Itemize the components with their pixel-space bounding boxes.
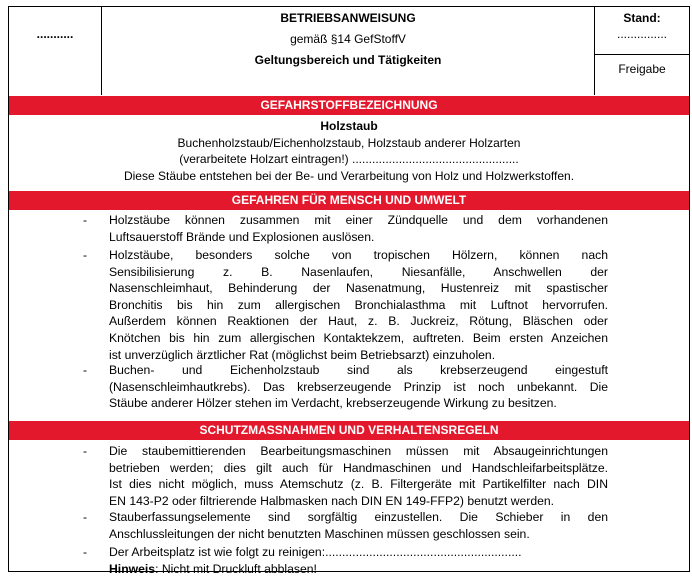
text-line: Buchen- und Eichenholzstaub sind als krebserzeugend eingestuft: [109, 363, 608, 377]
list-item-text: [109, 362, 608, 412]
hint-text: : Nicht mit Druckluft abblasen!: [155, 561, 317, 576]
text-line: Knötchen bis hin zum allergischen Kontaktekzem, auftreten. Beim ersten Anzeichen: [109, 330, 608, 345]
text-line: Luftsauerstoff Brände und Explosionen auslösen.: [109, 229, 375, 244]
substance-name: Holzstaub: [320, 119, 378, 133]
list-dash: -: [83, 545, 88, 559]
substance-line-3: Diese Stäube entstehen bei der Be- und Verarbeitung von Holz und Holzwerkstoffen.: [123, 168, 575, 183]
list-item-text: [109, 247, 608, 363]
list-dash: -: [83, 363, 88, 377]
hint-label: Hinweis: [109, 561, 156, 576]
text-line: Die staubemittierenden Bearbeitungsmaschinen müssen mit Absaugeinrichtungen: [109, 444, 608, 458]
list-dash: -: [83, 444, 88, 458]
text-line: Sensibilisierung z. B. Nasenlaufen, Niesanfälle, Anschwellen der: [109, 264, 608, 279]
company-placeholder: ...........: [36, 27, 74, 41]
section-heading-hazardous-substance: GEFAHRSTOFFBEZEICHNUNG: [9, 96, 689, 115]
text-line: Bronchitis bis hin zum allergischen Bronchialasthma mit Luftnot hervorrufen.: [109, 297, 608, 312]
status-label: Stand:: [623, 11, 661, 25]
substance-description: [9, 118, 689, 184]
list-item-text: [109, 509, 608, 542]
text-line: Ist dies nicht möglich, muss Atemschutz (z. B. Filtergeräte mit Partikelfilter nach DIN: [109, 477, 608, 492]
document-title: BETRIEBSANWEISUNG: [280, 11, 416, 25]
header-title-cell: [102, 7, 595, 95]
header-status-cell: [595, 7, 689, 95]
text-line: betrieben werden; dies gilt auch für Handmaschinen und Handschleifarbeitsplätze.: [109, 460, 608, 475]
status-divider: [595, 54, 689, 55]
text-line: Stauberfassungselemente sind sorgfältig einzustellen. Die Schieber in den: [109, 510, 608, 524]
list-item-text: [109, 443, 608, 509]
substance-line-1: Buchenholzstaub/Eichenholzstaub, Holzstaub anderer Holzarten: [177, 135, 521, 150]
text-line: Anschlussleitungen der nicht benutzten Maschinen müssen geschlossen sein.: [109, 526, 530, 541]
text-line: EN 143-P2 oder filtrierende Halbmasken nach DIN EN 149-FFP2) benutzt werden.: [109, 493, 555, 508]
section-heading-hazards: GEFAHREN FÜR MENSCH UND UMWELT: [9, 191, 689, 210]
status-value: ...............: [616, 27, 667, 41]
text-line: (Nasenschleimhautkrebs). Das krebserzeugende Prinzip ist noch unbekannt. Die: [109, 379, 608, 394]
release-label: Freigabe: [618, 62, 666, 76]
text-line: Nasenschleimhaut, Behinderung der Nasenatmung, Hustenreiz mit spastischer: [109, 281, 608, 296]
operating-instruction-sheet: [8, 6, 690, 576]
list-item-text: [109, 544, 608, 577]
section-heading-protective-measures: SCHUTZMASSNAHMEN UND VERHALTENSREGELN: [9, 421, 689, 440]
text-line: Außerdem können Reaktionen der Haut, z. B. Juckreiz, Rötung, Bläschen oder: [109, 314, 608, 329]
list-dash: -: [83, 510, 88, 524]
list-dash: -: [83, 248, 88, 262]
text-line: Holzstäube, besonders solche von tropischen Hölzern, können nach: [109, 248, 608, 262]
list-dash: -: [83, 213, 88, 227]
hint-line: [109, 561, 608, 577]
text-line: Stäube anderer Hölzer stehen im Verdacht, krebserzeugende Wirkung zu besitzen.: [109, 396, 557, 411]
text-line: ist unverzüglich ärztlicher Rat (möglichst beim Betriebsarzt) einzuholen.: [109, 347, 496, 362]
header-left-cell: [9, 7, 102, 95]
document-subtitle: gemäß §14 GefStoffV: [290, 32, 406, 46]
substance-line-2: (verarbeitete Holzart eintragen!) ..................................................: [179, 152, 519, 166]
scope-label: Geltungsbereich und Tätigkeiten: [254, 53, 442, 67]
text-line: Holzstäube können zusammen mit einer Zündquelle und dem vorhandenen: [109, 213, 608, 227]
document-header: [9, 7, 689, 95]
list-item-text: [109, 212, 608, 245]
text-line: Der Arbeitsplatz ist wie folgt zu reinigen:..........................................................: [109, 545, 522, 559]
